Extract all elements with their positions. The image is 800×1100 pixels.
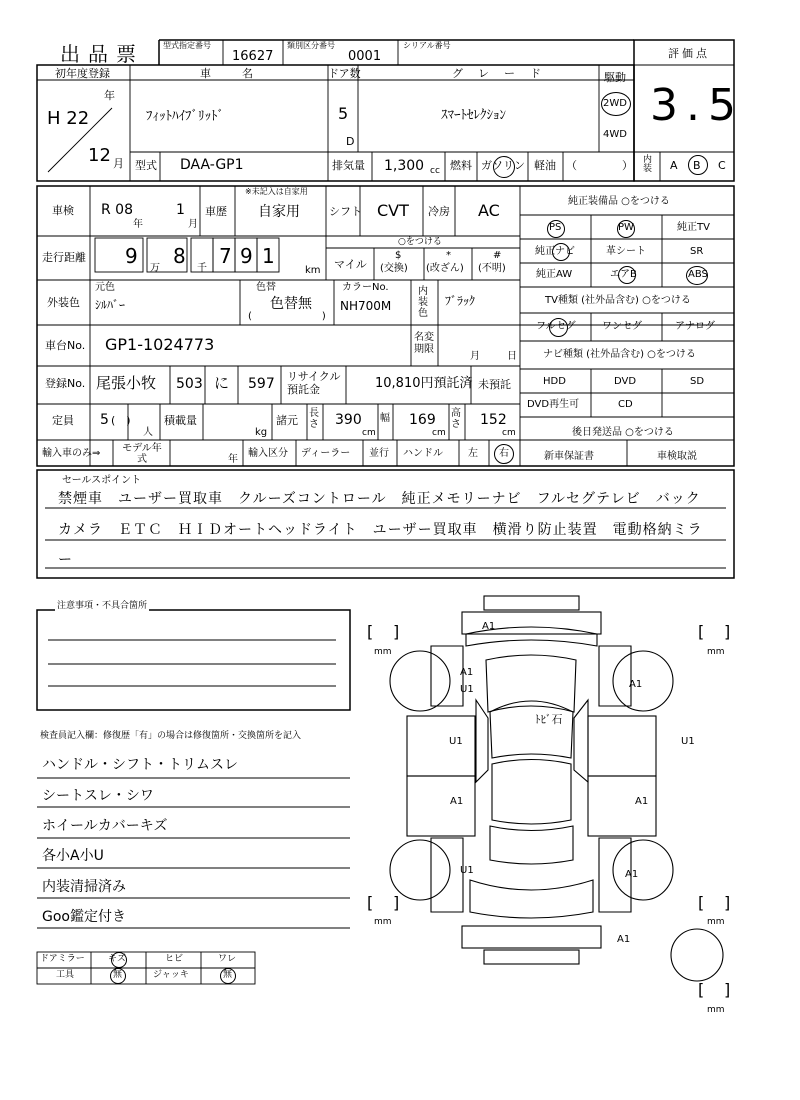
height-label: 高さ: [451, 408, 461, 430]
table-jack-label: ジャッキ: [153, 970, 189, 980]
displacement-unit: cc: [430, 166, 440, 176]
mileage-digit-3: 7: [219, 244, 232, 268]
history-value: 自家用: [258, 204, 300, 220]
equipment-airbag-circle: [618, 266, 636, 284]
tire-rl-open: [: [367, 893, 374, 912]
capacity-paren: ( ): [111, 414, 131, 427]
equipment-ps-circle: [547, 220, 565, 238]
mileage-label: 走行距離: [42, 251, 86, 264]
tire-rr-unit: mm: [707, 917, 725, 927]
shift-label: シフト: [329, 205, 362, 218]
height-value: 152: [480, 412, 507, 428]
diagram-right-front-door: U1: [681, 736, 695, 747]
capacity-label: 定員: [52, 414, 74, 427]
interior-label: 内装: [643, 155, 653, 174]
interior-a: A: [670, 159, 678, 172]
drive-4wd: 4WD: [603, 129, 627, 140]
grade-value: ｽﾏｰﾄｾﾚｸｼｮﾝ: [441, 108, 506, 123]
load-label: 積載量: [164, 414, 197, 427]
name-change-label: 名変期限: [414, 332, 434, 355]
category-label: 類別区分番号: [287, 41, 335, 50]
repaint-label: 色替: [256, 282, 276, 293]
chassis-label: 車台No.: [45, 339, 86, 352]
form-title: 出品票: [60, 42, 144, 66]
reg-kana: に: [214, 374, 230, 392]
sales-line-1: 禁煙車 ユーザー買取車 クルーズコントロール 純正メモリーナビ フルセグテレビ バック: [58, 491, 701, 507]
drive-2wd: 2WD: [603, 98, 627, 109]
note-line-3: ホイールカバーキズ: [42, 818, 168, 834]
later-warranty: 新車保証書: [544, 451, 594, 462]
shaken-month: 1: [176, 202, 185, 218]
equipment-leather: 革シート: [606, 246, 646, 257]
equipment-airbag: エアB: [610, 269, 637, 280]
history-note: ※未記入は自家用: [245, 187, 308, 196]
shift-value: CVT: [377, 201, 409, 220]
table-scratch-label: キズ: [108, 954, 126, 964]
nav-cd: CD: [618, 399, 633, 410]
serial-label: シリアル番号: [403, 41, 451, 50]
length-unit: cm: [362, 428, 376, 438]
original-color-label: 元色: [95, 282, 115, 293]
equipment-tv: 純正TV: [677, 222, 710, 233]
tire-rr-open: [: [698, 893, 705, 912]
diagram-front-bumper: A1: [482, 621, 496, 632]
import-label: 輸入車のみ⇒: [42, 448, 101, 459]
doors-label: ドア数: [328, 67, 361, 80]
original-color: ｼﾙﾊﾞｰ: [95, 298, 126, 312]
tire-fl-unit: mm: [374, 647, 392, 657]
mile-exchange-sym: $: [395, 250, 402, 261]
recycle-amount: 10,810円預託済: [375, 376, 473, 391]
fuel-other-close: ）: [622, 159, 633, 172]
color-no-label: カラーNo.: [342, 282, 389, 293]
nav-dvd-playable: DVD再生可: [527, 399, 580, 410]
first-reg-era: H 22: [47, 108, 90, 129]
model-year-unit: 年: [228, 454, 238, 465]
note-line-6: Goo鑑定付き: [42, 909, 126, 925]
handle-right-circle: [494, 444, 514, 464]
ac-label: 冷房: [428, 205, 450, 218]
diagram-left-rear-door: A1: [450, 796, 464, 807]
height-unit: cm: [502, 428, 516, 438]
repaint-value: 色替無: [270, 296, 312, 312]
handle-left: 左: [468, 448, 478, 459]
inspector-label: 検査員記入欄：修復歴「有」の場合は修復箇所・交換箇所を記入: [40, 731, 302, 741]
tire-fr-close: ]: [724, 622, 731, 641]
capacity-value: 5: [100, 412, 109, 428]
sales-line-2: カメラ ＥＴＣ ＨＩＤオートヘッドライト ユーザー買取車 横滑り防止装置 電動格納ミラ: [58, 522, 703, 538]
doors-suffix: D: [346, 135, 355, 148]
sales-line-3: ー: [58, 552, 73, 568]
width-label: 幅: [380, 413, 390, 424]
reg-number: 597: [248, 376, 275, 392]
tire-fl-close: ]: [393, 622, 400, 641]
reg-area: 尾張小牧: [96, 374, 157, 392]
first-reg-label: 初年度登録: [55, 67, 110, 80]
drive-2wd-circle: [601, 92, 631, 116]
length-value: 390: [335, 412, 362, 428]
car-name: ﾌｨｯﾄﾊｲﾌﾞﾘｯﾄﾞ: [146, 109, 224, 124]
tire-fl-open: [: [367, 622, 374, 641]
mileage-digit-2: 8: [173, 244, 186, 268]
table-mirror-label: ドアミラー: [40, 954, 85, 964]
type-approval-label: 型式指定番号: [163, 41, 211, 50]
tv-title: TV種類 (社外品含む) ○をつける: [545, 295, 691, 306]
table-jack-value: 無: [223, 970, 233, 980]
equipment-sr: SR: [690, 246, 704, 257]
import-type-label: 輸入区分: [248, 448, 288, 459]
nav-sd: SD: [690, 376, 705, 387]
mileage-unit-man: 万: [150, 263, 160, 274]
tv-fullseg-circle: [549, 318, 568, 337]
score-label: 評価点: [668, 47, 710, 60]
diagram-left-rear-fender: U1: [460, 865, 474, 876]
color-no: NH700M: [340, 299, 392, 313]
mileage-unit-km: km: [305, 265, 321, 276]
car-name-label: 車 名: [200, 67, 256, 80]
model-label: 型式: [135, 159, 157, 172]
equipment-pw-circle: [617, 220, 635, 238]
table-jack-circle: [220, 968, 236, 984]
car-diagram: [390, 596, 723, 981]
mile-exchange: (交換): [380, 263, 408, 274]
exterior-label: 外装色: [47, 296, 80, 309]
mile-unknown: (不明): [478, 263, 506, 274]
diagram-roof: ﾄﾋﾞ石: [535, 713, 563, 726]
shaken-month-unit: 月: [188, 219, 198, 230]
table-broken-label: ワレ: [218, 954, 237, 964]
doors-value: 5: [338, 104, 349, 123]
tire-rl-unit: mm: [374, 917, 392, 927]
repaint-paren: ( ): [248, 311, 326, 322]
sales-label: セールスポイント: [62, 475, 142, 486]
diagram-left-front-fender-2: U1: [460, 684, 474, 695]
load-unit: kg: [255, 427, 268, 438]
tire-rr-close: ]: [724, 893, 731, 912]
reg-label: 登録No.: [45, 377, 86, 390]
equipment-title: 純正装備品 ○をつける: [568, 196, 670, 207]
type-approval-no: 16627: [232, 49, 274, 64]
equipment-pw: PW: [618, 222, 634, 233]
later-manual: 車検取説: [657, 451, 697, 462]
equipment-abs: ABS: [688, 269, 708, 280]
shaken-era: R 08: [101, 202, 133, 218]
diagram-left-front-door: U1: [449, 736, 463, 747]
note-line-1: ハンドル・シフト・トリムスレ: [42, 757, 238, 773]
displacement-label: 排気量: [332, 159, 365, 172]
mile-altered-sym: *: [446, 250, 451, 261]
displacement-value: 1,300: [384, 158, 425, 174]
dealer-option: ディーラー: [301, 448, 351, 459]
tax-label: 諸元: [276, 414, 298, 427]
interior-color-label: 内装色: [418, 286, 428, 319]
note-line-4: 各小A小U: [42, 848, 104, 864]
table-crack-label: ヒビ: [165, 954, 184, 964]
fuel-other-open: （: [566, 159, 577, 172]
table-tools-label: 工具: [56, 970, 75, 980]
model-value: DAA-GP1: [180, 157, 244, 173]
table-tools-circle: [110, 968, 126, 984]
circle-note: ○をつける: [398, 237, 442, 247]
fuel-gasoline: ガソリン: [481, 159, 525, 172]
mileage-digit-5: 1: [262, 244, 275, 268]
equipment-ps: PS: [549, 222, 562, 233]
recycle-status: 未預託: [478, 378, 511, 391]
diagram-rear-bumper: A1: [617, 934, 631, 945]
name-change-month: 月: [470, 351, 480, 362]
tv-analog: アナログ: [675, 321, 715, 332]
shaken-label: 車検: [52, 204, 74, 217]
mile-label: マイル: [334, 258, 367, 271]
first-reg-month: 12: [88, 145, 111, 166]
fuel-diesel: 軽油: [534, 159, 556, 172]
tire-fr-unit: mm: [707, 647, 725, 657]
length-label: 長さ: [309, 408, 319, 430]
score-value: 3.5: [650, 80, 744, 131]
name-change-day: 日: [507, 351, 517, 362]
interior-c: C: [718, 159, 726, 172]
mileage-digit-1: 9: [125, 244, 138, 268]
history-label: 車歴: [205, 205, 227, 218]
width-value: 169: [409, 412, 436, 428]
diagram-right-rear-fender: A1: [625, 869, 639, 880]
shaken-year-unit: 年: [133, 219, 143, 230]
year-unit: 年: [104, 89, 115, 102]
parallel-option: 並行: [369, 448, 389, 459]
handle-label: ハンドル: [403, 448, 443, 459]
capacity-unit: 人: [143, 427, 153, 438]
equipment-abs-circle: [686, 266, 708, 285]
chassis-no: GP1-1024773: [105, 335, 215, 354]
recycle-label: リサイクル預託金: [287, 370, 341, 396]
tire-spare-open: [: [698, 980, 705, 999]
drive-label: 駆動: [604, 71, 626, 84]
fuel-gasoline-circle: [493, 156, 515, 178]
equipment-aw: 純正AW: [536, 269, 573, 280]
diagram-right-front-fender: A1: [629, 679, 643, 690]
nav-title: ナビ種類 (社外品含む) ○をつける: [543, 349, 696, 360]
mileage-digit-4: 9: [240, 244, 253, 268]
interior-b: B: [693, 159, 701, 172]
equipment-navi: 純正ナビ: [535, 246, 575, 257]
fuel-label: 燃料: [450, 159, 472, 172]
tire-rl-close: ]: [393, 893, 400, 912]
tv-fullseg: フルセグ: [536, 321, 576, 332]
diagram-left-front-fender: A1: [460, 667, 474, 678]
nav-hdd: HDD: [543, 376, 566, 387]
interior-color: ﾌﾞﾗｯｸ: [445, 294, 476, 308]
width-unit: cm: [432, 428, 446, 438]
grade-label: グ レ ー ド: [452, 67, 543, 80]
diagram-right-rear-door: A1: [635, 796, 649, 807]
mile-altered: (改ざん): [426, 263, 464, 274]
tire-fr-open: [: [698, 622, 705, 641]
handle-right: 右: [499, 448, 509, 459]
note-line-5: 内装清掃済み: [42, 879, 126, 895]
category-no: 0001: [348, 49, 382, 64]
later-title: 後日発送品 ○をつける: [572, 427, 674, 438]
notes-label: 注意事項・不具合箇所: [57, 601, 148, 611]
mileage-unit-sen: 千: [197, 263, 207, 274]
table-tools-value: 無: [113, 970, 123, 980]
tire-spare-close: ]: [724, 980, 731, 999]
mile-unknown-sym: #: [493, 250, 502, 261]
tv-oneseg: ワンセグ: [602, 321, 642, 332]
ac-value: AC: [478, 201, 500, 220]
reg-class: 503: [176, 376, 203, 392]
interior-b-circle: [688, 155, 708, 175]
month-unit: 月: [113, 157, 124, 170]
note-line-2: シートスレ・シワ: [42, 788, 154, 804]
equipment-navi-circle: [552, 243, 570, 261]
model-year-label: モデル年式: [122, 443, 162, 465]
nav-dvd: DVD: [614, 376, 637, 387]
table-scratch-circle: [111, 952, 127, 968]
tire-spare-unit: mm: [707, 1005, 725, 1015]
